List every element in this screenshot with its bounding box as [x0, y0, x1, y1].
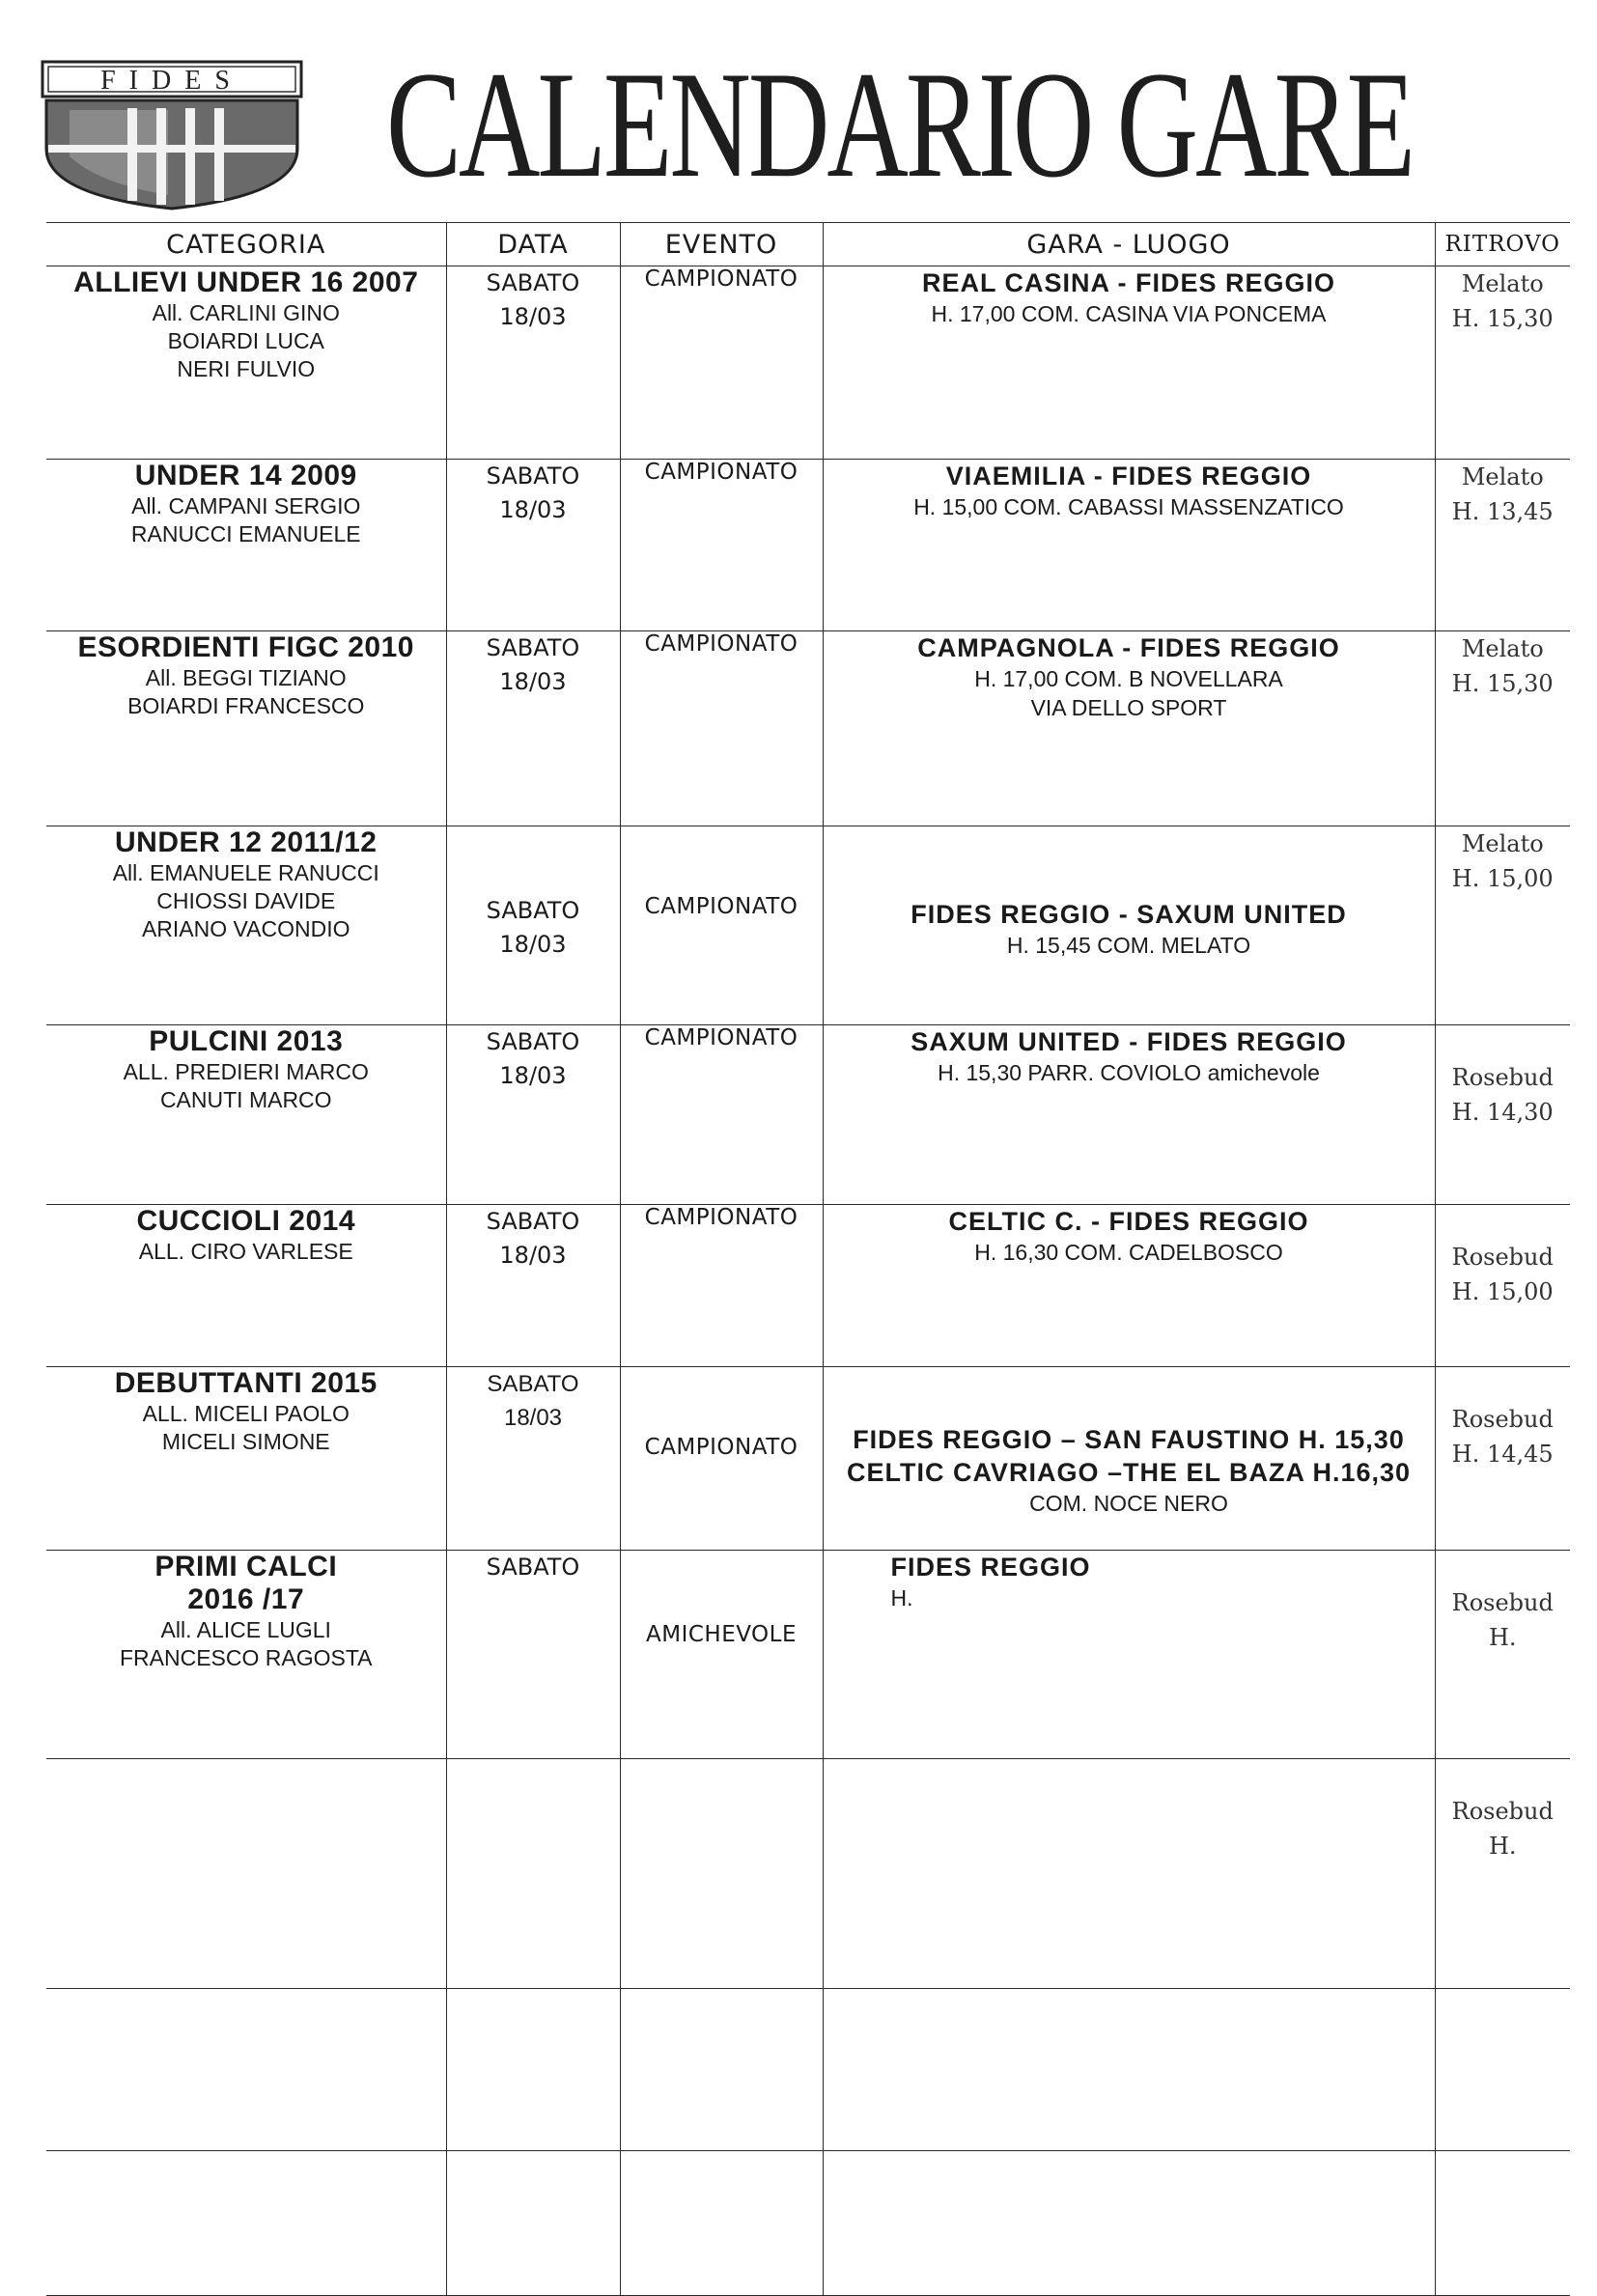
category-name: CUCCIOLI 2014 — [136, 1205, 356, 1237]
gara-luogo-cell — [823, 460, 1435, 631]
match-venue: H. 17,00 COM. CASINA VIA PONCEMA — [931, 301, 1327, 326]
coach-name: All. BEGGI TIZIANO — [145, 665, 347, 690]
table-row — [46, 631, 1570, 826]
coach-name: NERI FULVIO — [177, 356, 316, 381]
date-line: 18/03 — [503, 1405, 563, 1431]
meeting-info: Rosebud — [1451, 1589, 1554, 1616]
categoria-cell — [46, 1025, 446, 1205]
coach-name: FRANCESCO RAGOSTA — [119, 1645, 373, 1670]
date-line: SABATO — [486, 1208, 580, 1235]
table-row — [46, 2151, 1570, 2296]
data-cell — [446, 1367, 620, 1551]
match-teams: SAXUM UNITED - FIDES REGGIO — [911, 1027, 1347, 1056]
table-row — [46, 1025, 1570, 1205]
table-row — [46, 1367, 1570, 1551]
coach-name: RANUCCI EMANUELE — [130, 521, 361, 546]
evento-cell — [620, 1989, 823, 2151]
ritrovo-cell — [1435, 2151, 1570, 2296]
categoria-cell — [46, 1205, 446, 1367]
gara-luogo-cell — [823, 1759, 1435, 1989]
ritrovo-cell — [1435, 460, 1570, 631]
data-cell — [446, 826, 620, 1025]
table-row — [46, 1205, 1570, 1367]
evento-cell — [620, 2151, 823, 2296]
gara-luogo-cell — [823, 631, 1435, 826]
data-cell — [446, 1759, 620, 1989]
ritrovo-cell — [1435, 1759, 1570, 1989]
col-header-ritrovo: RITROVO — [1435, 223, 1570, 266]
meeting-info: Melato — [1461, 830, 1544, 857]
meeting-info: Melato — [1461, 270, 1544, 297]
meeting-info: Rosebud — [1451, 1064, 1554, 1091]
match-teams: FIDES REGGIO — [890, 1553, 1091, 1582]
match-venue: H. — [890, 1585, 913, 1610]
meeting-info: Rosebud — [1451, 1244, 1554, 1271]
data-cell — [446, 1989, 620, 2151]
evento-cell: CAMPIONATO — [620, 1205, 823, 1367]
data-cell — [446, 1025, 620, 1205]
coach-name: All. CAMPANI SERGIO — [131, 493, 361, 518]
data-cell — [446, 1551, 620, 1759]
categoria-cell — [46, 1759, 446, 1989]
coach-name: CHIOSSI DAVIDE — [156, 888, 336, 913]
category-name: ESORDIENTI FIGC 2010 — [77, 631, 414, 663]
meeting-info: H. 15,00 — [1451, 865, 1554, 892]
match-venue: COM. NOCE NERO — [1029, 1491, 1228, 1516]
category-years: 2016 /17 — [187, 1583, 305, 1615]
category-name: UNDER 12 2011/12 — [115, 826, 378, 858]
match-teams: CELTIC C. - FIDES REGGIO — [948, 1207, 1309, 1236]
meeting-info: H. 14,45 — [1451, 1441, 1554, 1468]
data-cell — [446, 460, 620, 631]
gara-luogo-cell — [823, 2151, 1435, 2296]
meeting-info: H. 13,45 — [1451, 498, 1554, 525]
schedule-table — [46, 222, 1570, 2296]
coach-name: ALL. MICELI PAOLO — [142, 1401, 350, 1426]
match-teams: CAMPAGNOLA - FIDES REGGIO — [917, 633, 1340, 662]
evento-cell: CAMPIONATO — [620, 1367, 823, 1551]
date-line: 18/03 — [499, 668, 567, 695]
gara-luogo-cell — [823, 1367, 1435, 1551]
category-name: ALLIEVI UNDER 16 2007 — [73, 266, 419, 298]
evento-cell: AMICHEVOLE — [620, 1551, 823, 1759]
ritrovo-cell — [1435, 826, 1570, 1025]
date-line: SABATO — [487, 1371, 579, 1397]
categoria-cell — [46, 1989, 446, 2151]
match-teams: CELTIC CAVRIAGO –THE EL BAZA H.16,30 — [846, 1458, 1412, 1487]
match-teams: REAL CASINA - FIDES REGGIO — [921, 268, 1336, 297]
evento-cell: CAMPIONATO — [620, 631, 823, 826]
category-name: PRIMI CALCI — [154, 1551, 338, 1582]
page-title: CALENDARIO GARE — [386, 41, 1414, 210]
col-header-data: DATA — [446, 223, 620, 266]
date-line: 18/03 — [499, 303, 567, 330]
col-header-gara-luogo: GARA - LUOGO — [823, 223, 1435, 266]
categoria-cell — [46, 826, 446, 1025]
ritrovo-cell — [1435, 631, 1570, 826]
date-line: 18/03 — [499, 931, 567, 958]
data-cell — [446, 2151, 620, 2296]
coach-name: ALL. CIRO VARLESE — [138, 1239, 353, 1264]
meeting-info: H. — [1488, 1833, 1517, 1860]
date-line: SABATO — [486, 897, 580, 924]
gara-luogo-cell — [823, 1551, 1435, 1759]
fides-crest-logo — [41, 60, 303, 210]
match-teams: FIDES REGGIO – SAN FAUSTINO H. 15,30 — [853, 1425, 1405, 1454]
date-line: 18/03 — [499, 1062, 567, 1089]
table-row — [46, 460, 1570, 631]
evento-cell: CAMPIONATO — [620, 1025, 823, 1205]
ritrovo-cell — [1435, 1367, 1570, 1551]
meeting-info: Rosebud — [1451, 1406, 1554, 1433]
table-row — [46, 1551, 1570, 1759]
category-name: PULCINI 2013 — [149, 1025, 344, 1057]
data-cell — [446, 631, 620, 826]
ritrovo-cell — [1435, 1551, 1570, 1759]
categoria-cell — [46, 1367, 446, 1551]
date-line: SABATO — [486, 634, 580, 661]
coach-name: MICELI SIMONE — [161, 1429, 330, 1454]
date-line: 18/03 — [499, 496, 567, 523]
table-row — [46, 1989, 1570, 2151]
meeting-info: H. 14,30 — [1451, 1099, 1554, 1126]
coach-name: All. CARLINI GINO — [152, 300, 340, 325]
table-row — [46, 1759, 1570, 1989]
data-cell — [446, 266, 620, 460]
coach-name: All. ALICE LUGLI — [160, 1617, 331, 1642]
table-row — [46, 826, 1570, 1025]
gara-luogo-cell — [823, 1989, 1435, 2151]
ritrovo-cell — [1435, 1025, 1570, 1205]
logo-text: FIDES — [100, 66, 243, 96]
ritrovo-cell — [1435, 1989, 1570, 2151]
ritrovo-cell — [1435, 266, 1570, 460]
match-venue: H. 15,30 PARR. COVIOLO amichevole — [938, 1060, 1320, 1085]
match-teams: VIAEMILIA - FIDES REGGIO — [945, 462, 1312, 490]
evento-cell: CAMPIONATO — [620, 266, 823, 460]
categoria-cell — [46, 266, 446, 460]
categoria-cell — [46, 1551, 446, 1759]
match-venue: H. 16,30 COM. CADELBOSCO — [974, 1240, 1283, 1265]
col-header-evento: EVENTO — [620, 223, 823, 266]
date-line: SABATO — [486, 269, 580, 296]
match-venue: VIA DELLO SPORT — [1030, 695, 1227, 720]
match-venue: H. 15,00 COM. CABASSI MASSENZATICO — [913, 494, 1344, 519]
date-line: SABATO — [486, 1554, 580, 1581]
meeting-info: H. — [1488, 1624, 1517, 1651]
coach-name: ALL. PREDIERI MARCO — [123, 1059, 369, 1084]
evento-cell — [620, 1759, 823, 1989]
coach-name: BOIARDI FRANCESCO — [127, 693, 365, 718]
match-venue: H. 15,45 COM. MELATO — [1006, 933, 1251, 958]
gara-luogo-cell — [823, 826, 1435, 1025]
coach-name: ARIANO VACONDIO — [141, 916, 350, 941]
categoria-cell — [46, 2151, 446, 2296]
ritrovo-cell — [1435, 1205, 1570, 1367]
gara-luogo-cell — [823, 1205, 1435, 1367]
meeting-info: Melato — [1461, 635, 1544, 662]
meeting-info: Melato — [1461, 463, 1544, 490]
match-venue: H. 17,00 COM. B NOVELLARA — [974, 666, 1283, 691]
data-cell — [446, 1205, 620, 1367]
meeting-info: H. 15,00 — [1451, 1278, 1554, 1305]
date-line: 18/03 — [499, 1242, 567, 1269]
meeting-info: H. 15,30 — [1451, 670, 1554, 697]
categoria-cell — [46, 460, 446, 631]
match-teams: FIDES REGGIO - SAXUM UNITED — [911, 900, 1347, 929]
gara-luogo-cell — [823, 1025, 1435, 1205]
evento-cell: CAMPIONATO — [620, 826, 823, 1025]
date-line: SABATO — [486, 1028, 580, 1055]
evento-cell: CAMPIONATO — [620, 460, 823, 631]
categoria-cell — [46, 631, 446, 826]
date-line: SABATO — [486, 462, 580, 490]
meeting-info: H. 15,30 — [1451, 305, 1554, 332]
table-row — [46, 266, 1570, 460]
gara-luogo-cell — [823, 266, 1435, 460]
category-name: DEBUTTANTI 2015 — [114, 1367, 378, 1399]
coach-name: BOIARDI LUCA — [167, 328, 324, 353]
header-row — [46, 223, 1570, 266]
coach-name: CANUTI MARCO — [159, 1087, 332, 1112]
col-header-categoria: CATEGORIA — [46, 223, 446, 266]
category-name: UNDER 14 2009 — [134, 460, 357, 491]
coach-name: All. EMANUELE RANUCCI — [112, 860, 379, 885]
meeting-info: Rosebud — [1451, 1798, 1554, 1825]
